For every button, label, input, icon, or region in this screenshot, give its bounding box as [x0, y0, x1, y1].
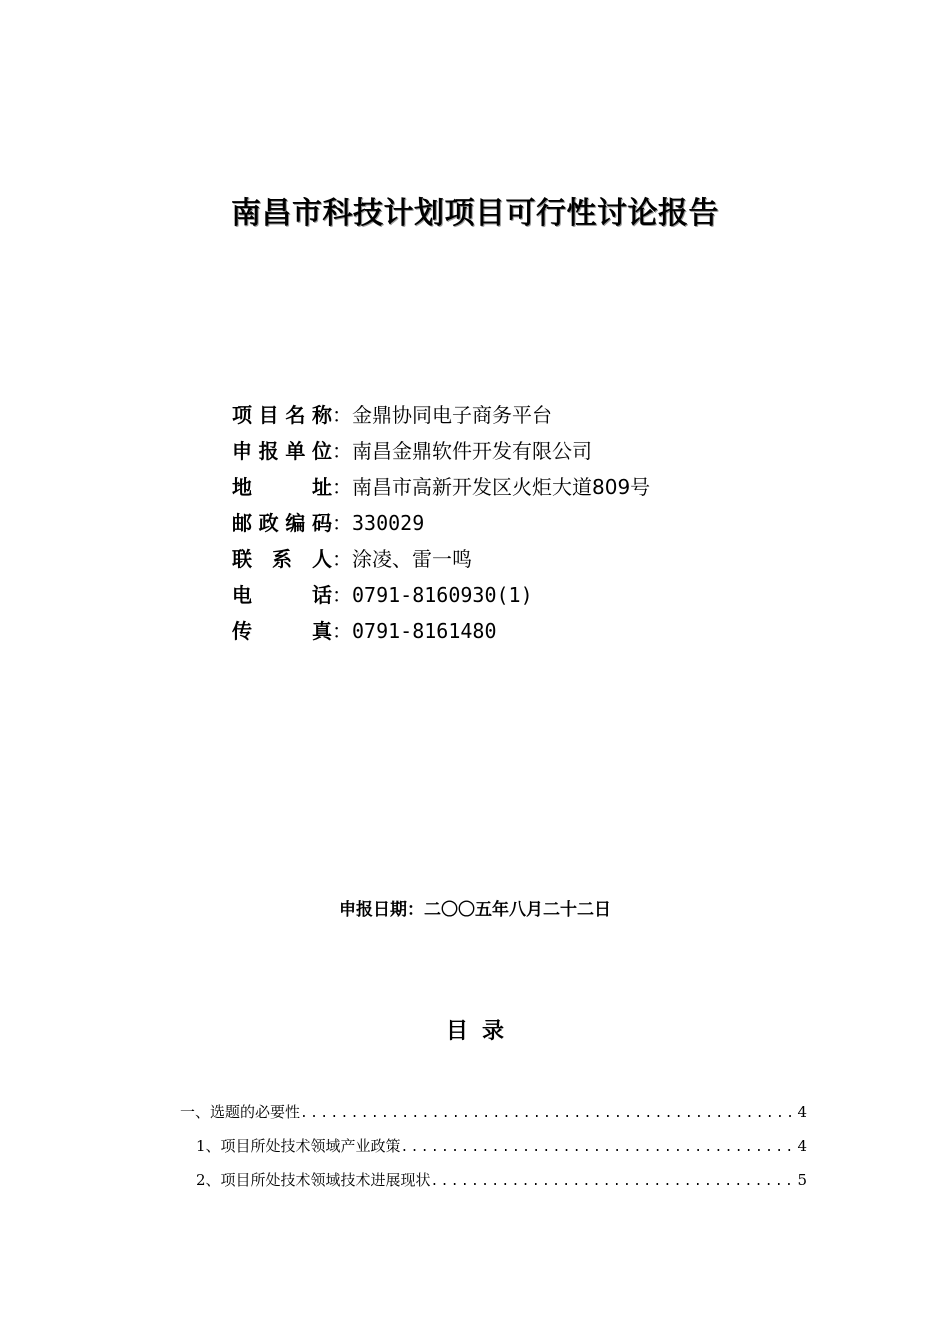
info-value: 南昌市高新开发区火炬大道809号	[352, 475, 651, 499]
info-colon: ：	[332, 511, 352, 535]
info-row-fax	[232, 613, 650, 649]
info-colon: ：	[332, 403, 352, 427]
toc-item[interactable]	[180, 1098, 807, 1126]
project-info-list	[232, 397, 650, 649]
info-value: 0791-8160930(1)	[352, 583, 533, 607]
info-row-phone	[232, 577, 650, 613]
info-value: 南昌金鼎软件开发有限公司	[352, 439, 592, 463]
info-value: 330029	[352, 511, 425, 535]
submission-date	[0, 896, 950, 924]
info-value: 0791-8161480	[352, 619, 497, 643]
info-label: 项目名称	[232, 403, 332, 427]
info-label: 电话	[232, 583, 332, 607]
toc-leader-dots	[431, 1168, 796, 1194]
info-row-address	[232, 469, 650, 505]
info-row-project-name	[232, 397, 650, 433]
toc-item[interactable]	[196, 1132, 807, 1160]
toc-leader-dots	[401, 1134, 796, 1160]
toc-page-number: 4	[797, 1103, 807, 1121]
date-value: 二〇〇五年八月二十二日	[424, 900, 611, 920]
info-label: 申报单位	[232, 439, 332, 463]
date-label: 申报日期：	[339, 900, 424, 920]
toc-item-text: 一、选题的必要性	[180, 1103, 301, 1121]
info-label: 传真	[232, 619, 332, 643]
info-colon: ：	[332, 619, 352, 643]
toc-item-text: 1、项目所处技术领域产业政策	[196, 1137, 401, 1155]
info-colon: ：	[332, 547, 352, 571]
toc-page-number: 4	[797, 1137, 807, 1155]
info-colon: ：	[332, 583, 352, 607]
document-title: 南昌市科技计划项目可行性讨论报告	[231, 196, 719, 231]
info-row-applicant	[232, 433, 650, 469]
info-row-postcode	[232, 505, 650, 541]
toc-item-text: 2、项目所处技术领域技术进展现状	[196, 1171, 431, 1189]
toc-leader-dots	[300, 1100, 795, 1126]
info-colon: ：	[332, 439, 352, 463]
info-colon: ：	[332, 475, 352, 499]
info-label: 联系人	[232, 547, 332, 571]
info-value: 金鼎协同电子商务平台	[352, 403, 552, 427]
info-label: 地址	[232, 475, 332, 499]
info-label: 邮政编码	[232, 511, 332, 535]
toc-heading: 目录	[445, 1019, 518, 1044]
toc-item[interactable]	[196, 1166, 807, 1194]
toc-page-number: 5	[797, 1171, 807, 1189]
info-value: 涂凌、雷一鸣	[352, 547, 472, 571]
info-row-contact	[232, 541, 650, 577]
